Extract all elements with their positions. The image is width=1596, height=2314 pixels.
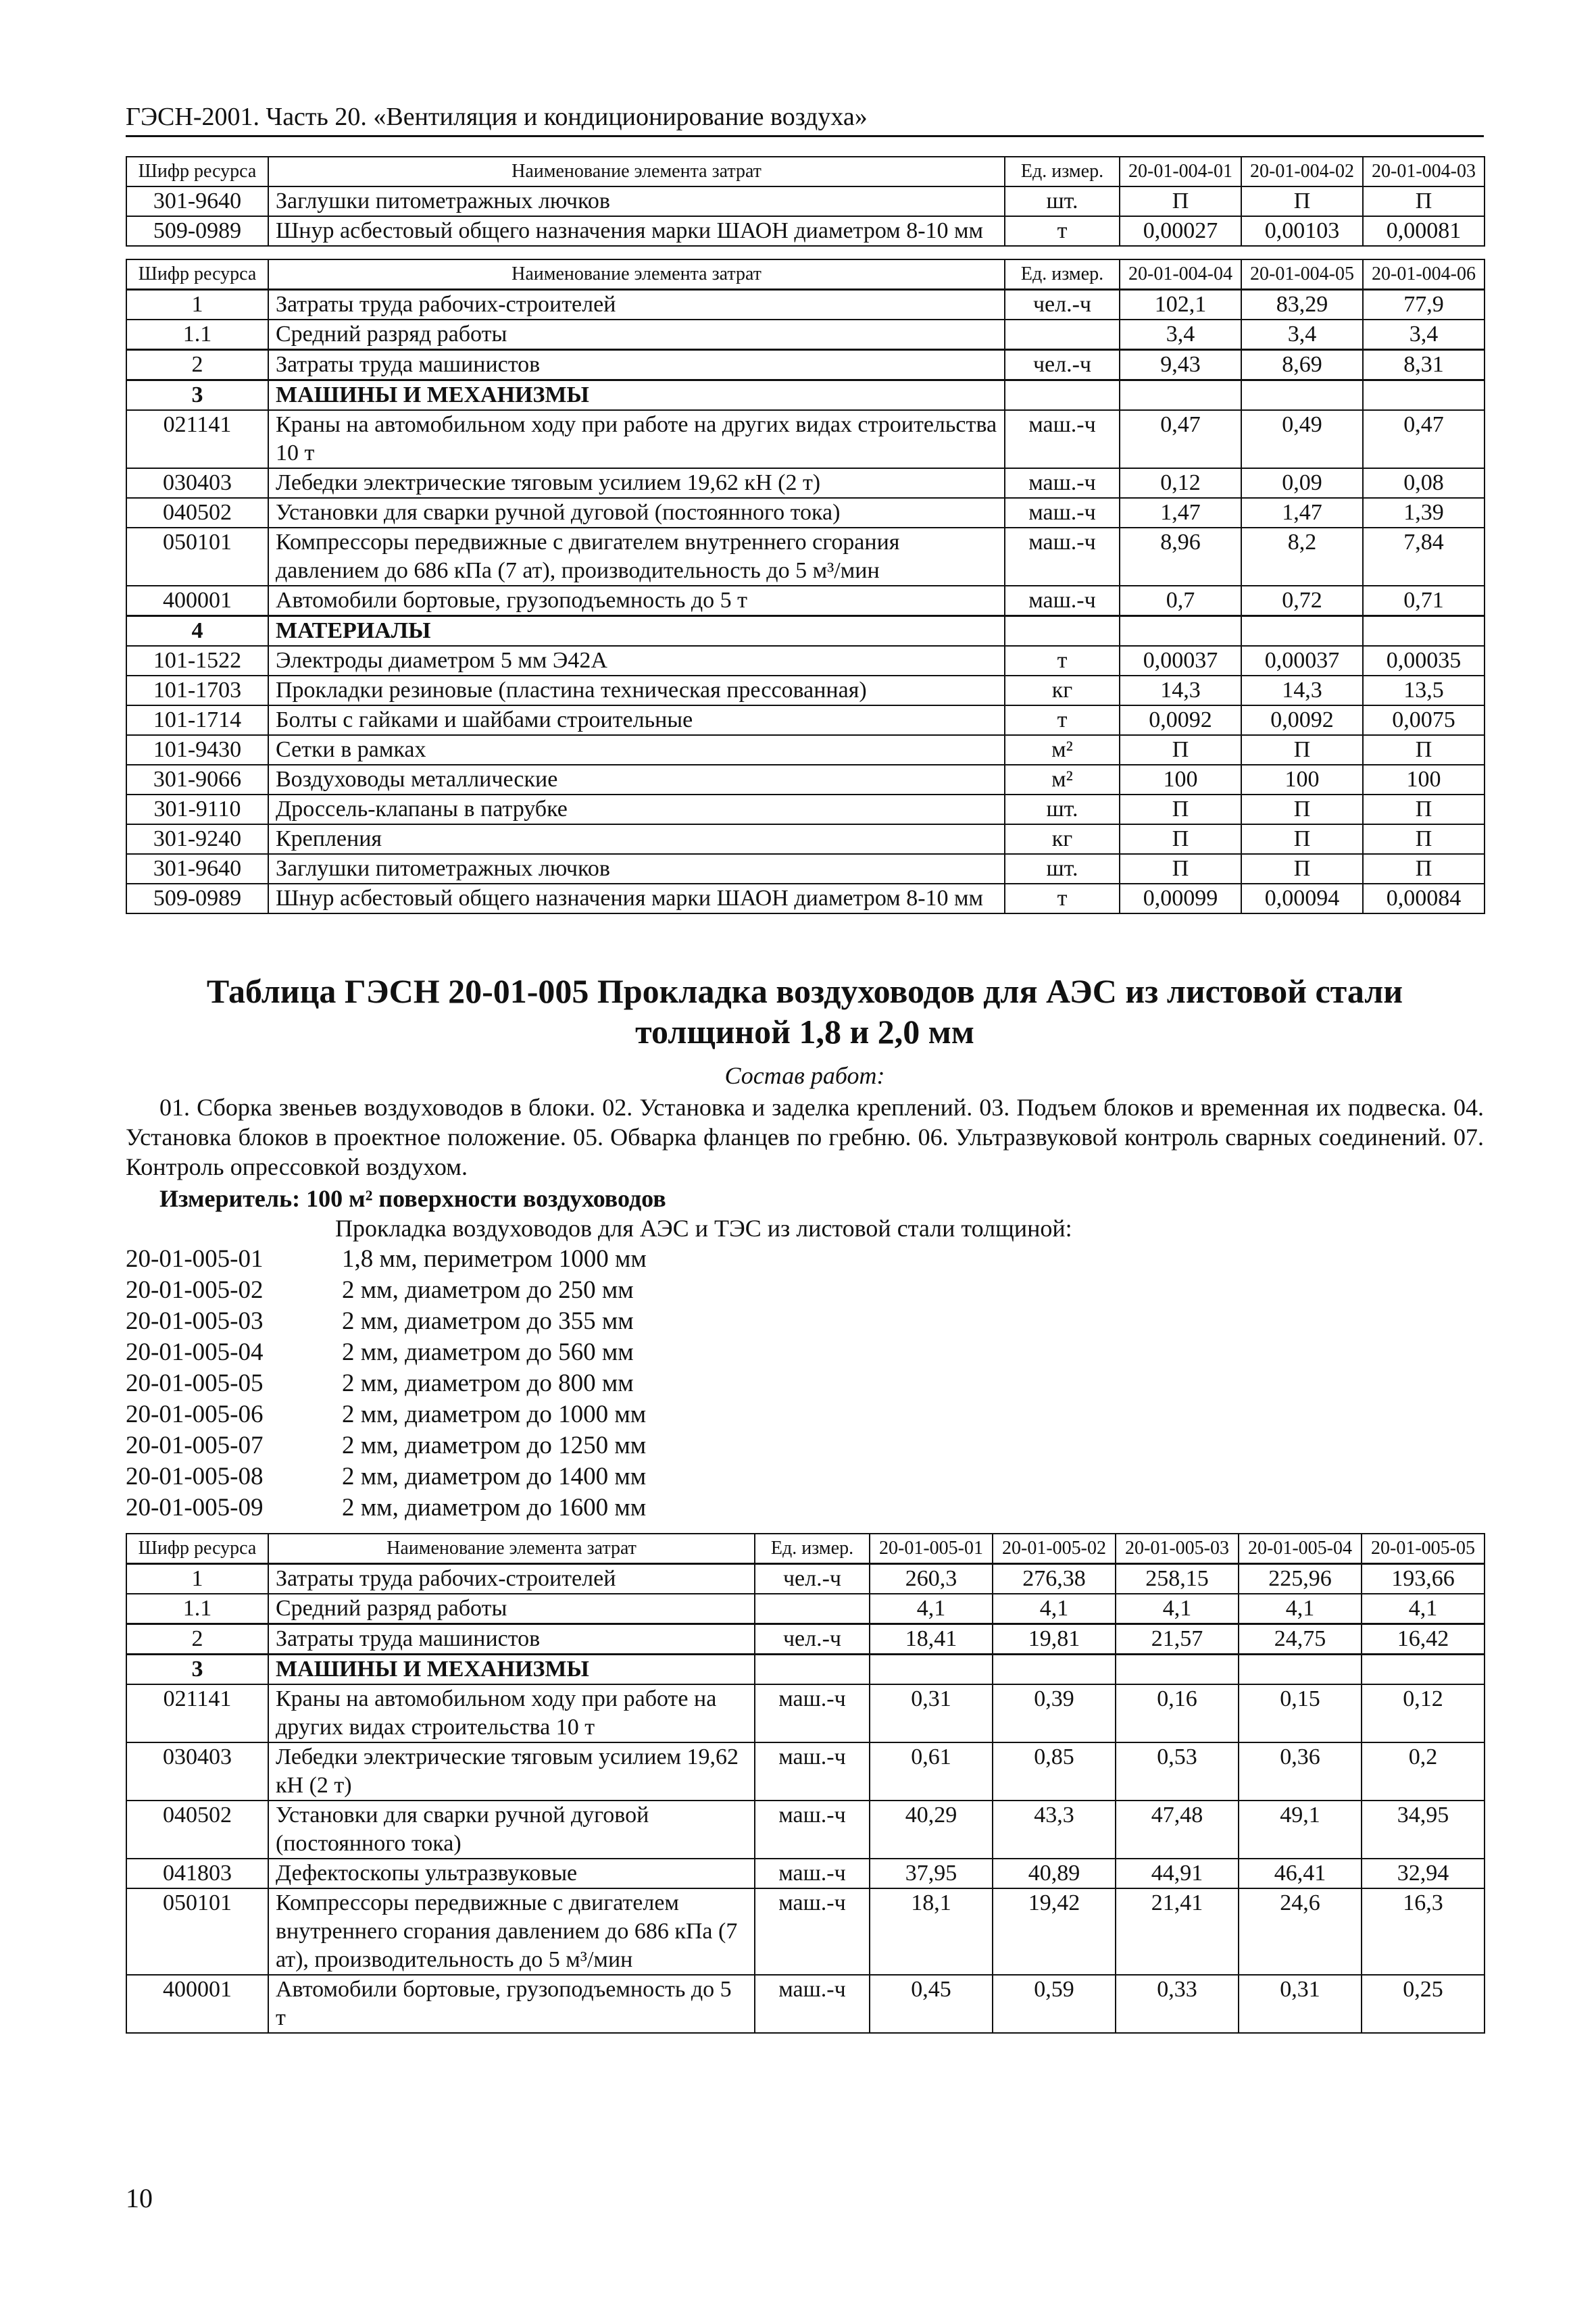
- norm-description: 2 мм, диаметром до 1250 мм: [342, 1432, 647, 1459]
- cell-value: 47,48: [1116, 1801, 1239, 1859]
- cell-code: 1: [126, 290, 268, 320]
- table-header-row: [126, 157, 1485, 186]
- codes-intro: Прокладка воздуховодов для АЭС и ТЭС из листовой стали толщиной:: [335, 1215, 1072, 1242]
- table-row: [126, 1684, 1485, 1742]
- resource-table-005-01-05: [126, 1533, 1485, 2034]
- col-header-name: Наименование элемента затрат: [268, 157, 1005, 186]
- cell-value: 0,31: [870, 1684, 993, 1742]
- cell-name: Лебедки электрические тяговым усилием 19,62 кН (2 т): [268, 468, 1005, 498]
- cell-value: 0,00094: [1241, 884, 1363, 913]
- cell-value: 3,4: [1120, 320, 1241, 350]
- cell-value: 4,1: [1362, 1594, 1485, 1624]
- cell-value: 0,7: [1120, 586, 1241, 616]
- cell-value: П: [1120, 824, 1241, 854]
- code-list-item: [126, 1492, 1484, 1524]
- code-list-item: [126, 1306, 1484, 1337]
- cell-code: 509-0989: [126, 216, 268, 246]
- cell-code: 1.1: [126, 320, 268, 350]
- cell-name: Средний разряд работы: [268, 1594, 755, 1624]
- cell-value: 44,91: [1116, 1859, 1239, 1888]
- norm-code: 20-01-005-03: [126, 1307, 264, 1335]
- col-header-unit: Ед. измер.: [1005, 157, 1120, 186]
- cell-code: 030403: [126, 468, 268, 498]
- cell-value: П: [1120, 854, 1241, 884]
- norm-description: 2 мм, диаметром до 1400 мм: [342, 1463, 647, 1490]
- cell-name: Электроды диаметром 5 мм Э42А: [268, 646, 1005, 676]
- cell-value: [870, 1655, 993, 1685]
- cell-value: П: [1363, 854, 1485, 884]
- norm-code: 20-01-005-08: [126, 1463, 264, 1490]
- norm-code: 20-01-005-06: [126, 1401, 264, 1428]
- cell-name: Шнур асбестовый общего назначения марки ШАОН диаметром 8-10 мм: [268, 216, 1005, 246]
- cell-value: 14,3: [1241, 676, 1363, 705]
- cell-unit: маш.-ч: [1005, 498, 1120, 528]
- cell-unit: [1005, 616, 1120, 647]
- col-header-norm: 20-01-005-02: [993, 1534, 1116, 1564]
- table-row: [126, 1564, 1485, 1594]
- cell-value: П: [1241, 186, 1363, 216]
- cell-name: Прокладки резиновые (пластина техническая прессованная): [268, 676, 1005, 705]
- table-row: [126, 498, 1485, 528]
- cell-value: 0,00037: [1120, 646, 1241, 676]
- table-row: [126, 765, 1485, 795]
- cell-code: 021141: [126, 1684, 268, 1742]
- cell-value: П: [1241, 795, 1363, 824]
- cell-value: 0,47: [1363, 410, 1485, 468]
- cell-name: Компрессоры передвижные с двигателем внутреннего сгорания давлением до 686 кПа (7 ат), производительность до 5 м³/мин: [268, 1888, 755, 1975]
- col-header-name: Наименование элемента затрат: [268, 259, 1005, 290]
- table-row: [126, 795, 1485, 824]
- norm-description: 2 мм, диаметром до 560 мм: [342, 1338, 634, 1366]
- cell-value: 24,75: [1239, 1624, 1362, 1655]
- cell-unit: [1005, 320, 1120, 350]
- cell-value: [993, 1655, 1116, 1685]
- cell-unit: т: [1005, 884, 1120, 913]
- code-list-item: [126, 1275, 1484, 1306]
- cell-unit: маш.-ч: [755, 1684, 870, 1742]
- cell-name: Заглушки питометражных лючков: [268, 854, 1005, 884]
- cell-value: 260,3: [870, 1564, 993, 1594]
- code-list-item: [126, 1461, 1484, 1492]
- cell-name: Болты с гайками и шайбами строительные: [268, 705, 1005, 735]
- code-list-item: [126, 1244, 1484, 1275]
- cell-value: 0,09: [1241, 468, 1363, 498]
- col-header-unit: Ед. измер.: [1005, 259, 1120, 290]
- cell-value: [1241, 380, 1363, 411]
- cell-name: МАШИНЫ И МЕХАНИЗМЫ: [268, 1655, 755, 1685]
- cell-code: 509-0989: [126, 884, 268, 913]
- cell-unit: м²: [1005, 765, 1120, 795]
- cell-value: 24,6: [1239, 1888, 1362, 1975]
- cell-value: 77,9: [1363, 290, 1485, 320]
- table-row: [126, 1655, 1485, 1685]
- cell-value: П: [1363, 735, 1485, 765]
- table-row: [126, 290, 1485, 320]
- cell-unit: т: [1005, 705, 1120, 735]
- cell-value: 32,94: [1362, 1859, 1485, 1888]
- cell-code: 040502: [126, 1801, 268, 1859]
- col-header-code: Шифр ресурса: [126, 1534, 268, 1564]
- cell-value: 16,3: [1362, 1888, 1485, 1975]
- cell-value: 0,00027: [1120, 216, 1241, 246]
- cell-value: 0,00035: [1363, 646, 1485, 676]
- col-header-code: Шифр ресурса: [126, 157, 268, 186]
- cell-value: П: [1363, 186, 1485, 216]
- cell-value: [1241, 616, 1363, 647]
- cell-code: 050101: [126, 1888, 268, 1975]
- cell-value: 0,49: [1241, 410, 1363, 468]
- table-row: [126, 1801, 1485, 1859]
- col-header-norm: 20-01-004-04: [1120, 259, 1241, 290]
- cell-value: [1363, 380, 1485, 411]
- cell-unit: маш.-ч: [1005, 528, 1120, 586]
- cell-unit: [755, 1594, 870, 1624]
- norm-code: 20-01-005-05: [126, 1369, 264, 1397]
- cell-unit: чел.-ч: [755, 1624, 870, 1655]
- cell-code: 041803: [126, 1859, 268, 1888]
- cell-unit: маш.-ч: [755, 1975, 870, 2033]
- cell-name: Затраты труда машинистов: [268, 1624, 755, 1655]
- norm-code: 20-01-005-04: [126, 1338, 264, 1366]
- cell-value: П: [1241, 735, 1363, 765]
- cell-code: 2: [126, 1624, 268, 1655]
- cell-code: 040502: [126, 498, 268, 528]
- norm-code: 20-01-005-09: [126, 1494, 264, 1521]
- norm-description: 2 мм, диаметром до 1000 мм: [342, 1401, 647, 1428]
- cell-name: Средний разряд работы: [268, 320, 1005, 350]
- table-row: [126, 676, 1485, 705]
- cell-value: [1116, 1655, 1239, 1685]
- cell-unit: маш.-ч: [1005, 468, 1120, 498]
- norm-description: 2 мм, диаметром до 800 мм: [342, 1369, 634, 1397]
- cell-name: Компрессоры передвижные с двигателем внутреннего сгорания давлением до 686 кПа (7 ат), производительность до 5 м³/мин: [268, 528, 1005, 586]
- cell-value: 0,45: [870, 1975, 993, 2033]
- cell-value: 0,0075: [1363, 705, 1485, 735]
- table-row: [126, 824, 1485, 854]
- cell-name: МАТЕРИАЛЫ: [268, 616, 1005, 647]
- cell-code: 030403: [126, 1742, 268, 1801]
- cell-value: 0,00099: [1120, 884, 1241, 913]
- cell-code: 301-9640: [126, 186, 268, 216]
- cell-unit: чел.-ч: [755, 1564, 870, 1594]
- cell-value: 0,0092: [1241, 705, 1363, 735]
- cell-value: 100: [1363, 765, 1485, 795]
- cell-code: 101-1522: [126, 646, 268, 676]
- table-header-row: [126, 1534, 1485, 1564]
- table-row: [126, 884, 1485, 913]
- cell-value: 14,3: [1120, 676, 1241, 705]
- running-header: ГЭСН-2001. Часть 20. «Вентиляция и кондиционирование воздуха»: [126, 101, 1484, 137]
- cell-code: 021141: [126, 410, 268, 468]
- col-header-norm: 20-01-005-04: [1239, 1534, 1362, 1564]
- table-row: [126, 616, 1485, 647]
- cell-code: 050101: [126, 528, 268, 586]
- section-title: Таблица ГЭСН 20-01-005 Прокладка воздуховодов для АЭС из листовой стали толщиной 1,8 и 2,0 мм: [206, 972, 1403, 1051]
- cell-value: [1120, 616, 1241, 647]
- table-row: [126, 1888, 1485, 1975]
- cell-value: 4,1: [993, 1594, 1116, 1624]
- section-subtitle: Состав работ:: [724, 1062, 885, 1089]
- cell-value: [1120, 380, 1241, 411]
- cell-value: 0,72: [1241, 586, 1363, 616]
- cell-unit: [755, 1655, 870, 1685]
- cell-unit: кг: [1005, 676, 1120, 705]
- norm-code: 20-01-005-07: [126, 1432, 264, 1459]
- cell-value: 19,42: [993, 1888, 1116, 1975]
- cell-value: 9,43: [1120, 350, 1241, 380]
- cell-value: 193,66: [1362, 1564, 1485, 1594]
- cell-value: 8,2: [1241, 528, 1363, 586]
- cell-name: Затраты труда рабочих-строителей: [268, 1564, 755, 1594]
- cell-value: 0,00084: [1363, 884, 1485, 913]
- cell-unit: кг: [1005, 824, 1120, 854]
- table-row: [126, 528, 1485, 586]
- cell-value: 0,12: [1120, 468, 1241, 498]
- cell-unit: [1005, 380, 1120, 411]
- cell-value: 4,1: [870, 1594, 993, 1624]
- cell-value: 1,47: [1241, 498, 1363, 528]
- table-row: [126, 705, 1485, 735]
- cell-value: 8,96: [1120, 528, 1241, 586]
- col-header-unit: Ед. измер.: [755, 1534, 870, 1564]
- cell-name: Дроссель-клапаны в патрубке: [268, 795, 1005, 824]
- cell-value: 4,1: [1239, 1594, 1362, 1624]
- cell-code: 301-9640: [126, 854, 268, 884]
- col-header-norm: 20-01-004-03: [1363, 157, 1485, 186]
- cell-value: 102,1: [1120, 290, 1241, 320]
- code-list-item: [126, 1368, 1484, 1399]
- cell-value: 0,16: [1116, 1684, 1239, 1742]
- table-row: [126, 350, 1485, 380]
- resource-table-004-04-06: [126, 259, 1485, 914]
- cell-value: 0,53: [1116, 1742, 1239, 1801]
- cell-value: 21,57: [1116, 1624, 1239, 1655]
- table-row: [126, 186, 1485, 216]
- document-page: [126, 101, 1484, 2034]
- cell-value: 0,36: [1239, 1742, 1362, 1801]
- cell-unit: шт.: [1005, 795, 1120, 824]
- cell-value: П: [1120, 795, 1241, 824]
- cell-value: 34,95: [1362, 1801, 1485, 1859]
- cell-value: П: [1120, 735, 1241, 765]
- cell-code: 101-9430: [126, 735, 268, 765]
- cell-name: Крепления: [268, 824, 1005, 854]
- table-row: [126, 646, 1485, 676]
- cell-value: 21,41: [1116, 1888, 1239, 1975]
- col-header-norm: 20-01-004-02: [1241, 157, 1363, 186]
- cell-unit: маш.-ч: [1005, 586, 1120, 616]
- cell-value: 0,12: [1362, 1684, 1485, 1742]
- cell-unit: чел.-ч: [1005, 290, 1120, 320]
- cell-value: П: [1363, 824, 1485, 854]
- cell-value: 0,0092: [1120, 705, 1241, 735]
- cell-value: 1,47: [1120, 498, 1241, 528]
- col-header-norm: 20-01-005-05: [1362, 1534, 1485, 1564]
- cell-unit: чел.-ч: [1005, 350, 1120, 380]
- col-header-norm: 20-01-004-01: [1120, 157, 1241, 186]
- cell-value: 0,00081: [1363, 216, 1485, 246]
- cell-code: 301-9110: [126, 795, 268, 824]
- col-header-norm: 20-01-005-03: [1116, 1534, 1239, 1564]
- table-row: [126, 1975, 1485, 2033]
- cell-name: Заглушки питометражных лючков: [268, 186, 1005, 216]
- cell-code: 1.1: [126, 1594, 268, 1624]
- cell-code: 301-9240: [126, 824, 268, 854]
- table-row: [126, 586, 1485, 616]
- cell-name: Краны на автомобильном ходу при работе на других видах строительства 10 т: [268, 410, 1005, 468]
- cell-value: П: [1241, 854, 1363, 884]
- cell-value: П: [1241, 824, 1363, 854]
- table-row: [126, 1624, 1485, 1655]
- cell-value: 7,84: [1363, 528, 1485, 586]
- cell-value: 8,69: [1241, 350, 1363, 380]
- cell-value: 18,41: [870, 1624, 993, 1655]
- norm-description: 2 мм, диаметром до 355 мм: [342, 1307, 634, 1335]
- cell-value: 0,33: [1116, 1975, 1239, 2033]
- cell-value: П: [1363, 795, 1485, 824]
- cell-value: 0,47: [1120, 410, 1241, 468]
- table-header-row: [126, 259, 1485, 290]
- cell-value: 3,4: [1363, 320, 1485, 350]
- cell-unit: м²: [1005, 735, 1120, 765]
- cell-unit: маш.-ч: [1005, 410, 1120, 468]
- cell-value: [1362, 1655, 1485, 1685]
- cell-code: 101-1714: [126, 705, 268, 735]
- norm-description: 2 мм, диаметром до 250 мм: [342, 1276, 634, 1304]
- cell-name: Автомобили бортовые, грузоподъемность до 5 т: [268, 586, 1005, 616]
- table-row: [126, 1859, 1485, 1888]
- cell-value: 0,00103: [1241, 216, 1363, 246]
- cell-value: 18,1: [870, 1888, 993, 1975]
- cell-value: 37,95: [870, 1859, 993, 1888]
- col-header-norm: 20-01-005-01: [870, 1534, 993, 1564]
- cell-value: 46,41: [1239, 1859, 1362, 1888]
- table-row: [126, 854, 1485, 884]
- work-description: 01. Сборка звеньев воздуховодов в блоки. 02. Установка и заделка креплений. 03. Подъем блоков и временная их подвеска. 04. Установка блоков в проектное положение. 05. Обварка фланцев по гребню. 06. Ультразвуковой контроль сварных соединений. 07. Контроль опрессовкой воздухом.: [126, 1094, 1484, 1180]
- cell-unit: маш.-ч: [755, 1859, 870, 1888]
- cell-name: Сетки в рамках: [268, 735, 1005, 765]
- cell-value: 3,4: [1241, 320, 1363, 350]
- cell-code: 301-9066: [126, 765, 268, 795]
- cell-value: 40,29: [870, 1801, 993, 1859]
- cell-value: 0,15: [1239, 1684, 1362, 1742]
- cell-value: 1,39: [1363, 498, 1485, 528]
- cell-name: Установки для сварки ручной дуговой (постоянного тока): [268, 498, 1005, 528]
- cell-unit: шт.: [1005, 186, 1120, 216]
- resource-table-004-01-03: [126, 156, 1485, 247]
- col-header-norm: 20-01-004-06: [1363, 259, 1485, 290]
- cell-value: 0,2: [1362, 1742, 1485, 1801]
- cell-unit: т: [1005, 216, 1120, 246]
- cell-name: Установки для сварки ручной дуговой (постоянного тока): [268, 1801, 755, 1859]
- cell-name: Автомобили бортовые, грузоподъемность до 5 т: [268, 1975, 755, 2033]
- cell-value: 0,31: [1239, 1975, 1362, 2033]
- cell-code: 3: [126, 1655, 268, 1685]
- cell-value: 100: [1120, 765, 1241, 795]
- table-row: [126, 380, 1485, 411]
- table-row: [126, 1742, 1485, 1801]
- code-list-item: [126, 1337, 1484, 1368]
- norm-code: 20-01-005-02: [126, 1276, 264, 1304]
- cell-value: 13,5: [1363, 676, 1485, 705]
- cell-value: 0,59: [993, 1975, 1116, 2033]
- cell-value: 43,3: [993, 1801, 1116, 1859]
- cell-unit: маш.-ч: [755, 1888, 870, 1975]
- col-header-code: Шифр ресурса: [126, 259, 268, 290]
- col-header-norm: 20-01-004-05: [1241, 259, 1363, 290]
- cell-value: 0,61: [870, 1742, 993, 1801]
- cell-value: 276,38: [993, 1564, 1116, 1594]
- table-row: [126, 216, 1485, 246]
- cell-code: 101-1703: [126, 676, 268, 705]
- cell-name: Дефектоскопы ультразвуковые: [268, 1859, 755, 1888]
- cell-value: 100: [1241, 765, 1363, 795]
- cell-name: Лебедки электрические тяговым усилием 19,62 кН (2 т): [268, 1742, 755, 1801]
- cell-name: Затраты труда машинистов: [268, 350, 1005, 380]
- cell-value: [1363, 616, 1485, 647]
- measure-unit: Измеритель: 100 м² поверхности воздуховодов: [159, 1185, 666, 1212]
- table-row: [126, 468, 1485, 498]
- cell-code: 400001: [126, 1975, 268, 2033]
- cell-unit: маш.-ч: [755, 1801, 870, 1859]
- cell-value: 16,42: [1362, 1624, 1485, 1655]
- cell-code: 400001: [126, 586, 268, 616]
- cell-value: 8,31: [1363, 350, 1485, 380]
- cell-code: 1: [126, 1564, 268, 1594]
- cell-value: 0,00037: [1241, 646, 1363, 676]
- table-row: [126, 320, 1485, 350]
- cell-value: 49,1: [1239, 1801, 1362, 1859]
- cell-unit: шт.: [1005, 854, 1120, 884]
- cell-value: 258,15: [1116, 1564, 1239, 1594]
- cell-value: 0,71: [1363, 586, 1485, 616]
- code-list: [126, 1244, 1484, 1524]
- cell-name: Краны на автомобильном ходу при работе на других видах строительства 10 т: [268, 1684, 755, 1742]
- cell-code: 4: [126, 616, 268, 647]
- cell-value: 0,85: [993, 1742, 1116, 1801]
- code-list-item: [126, 1399, 1484, 1430]
- cell-code: 2: [126, 350, 268, 380]
- cell-value: 83,29: [1241, 290, 1363, 320]
- cell-name: Шнур асбестовый общего назначения марки ШАОН диаметром 8-10 мм: [268, 884, 1005, 913]
- cell-value: 0,25: [1362, 1975, 1485, 2033]
- norm-description: 2 мм, диаметром до 1600 мм: [342, 1494, 647, 1521]
- table-row: [126, 1594, 1485, 1624]
- code-list-item: [126, 1430, 1484, 1461]
- table-row: [126, 410, 1485, 468]
- cell-value: 0,39: [993, 1684, 1116, 1742]
- table-row: [126, 735, 1485, 765]
- cell-name: Воздуховоды металлические: [268, 765, 1005, 795]
- cell-value: 40,89: [993, 1859, 1116, 1888]
- cell-name: МАШИНЫ И МЕХАНИЗМЫ: [268, 380, 1005, 411]
- cell-unit: т: [1005, 646, 1120, 676]
- cell-value: П: [1120, 186, 1241, 216]
- cell-value: 19,81: [993, 1624, 1116, 1655]
- cell-value: 0,08: [1363, 468, 1485, 498]
- cell-code: 3: [126, 380, 268, 411]
- cell-value: [1239, 1655, 1362, 1685]
- cell-value: 225,96: [1239, 1564, 1362, 1594]
- cell-unit: маш.-ч: [755, 1742, 870, 1801]
- norm-description: 1,8 мм, периметром 1000 мм: [342, 1245, 647, 1273]
- page-number: 10: [126, 2183, 153, 2213]
- norm-code: 20-01-005-01: [126, 1245, 264, 1273]
- cell-value: 4,1: [1116, 1594, 1239, 1624]
- col-header-name: Наименование элемента затрат: [268, 1534, 755, 1564]
- cell-name: Затраты труда рабочих-строителей: [268, 290, 1005, 320]
